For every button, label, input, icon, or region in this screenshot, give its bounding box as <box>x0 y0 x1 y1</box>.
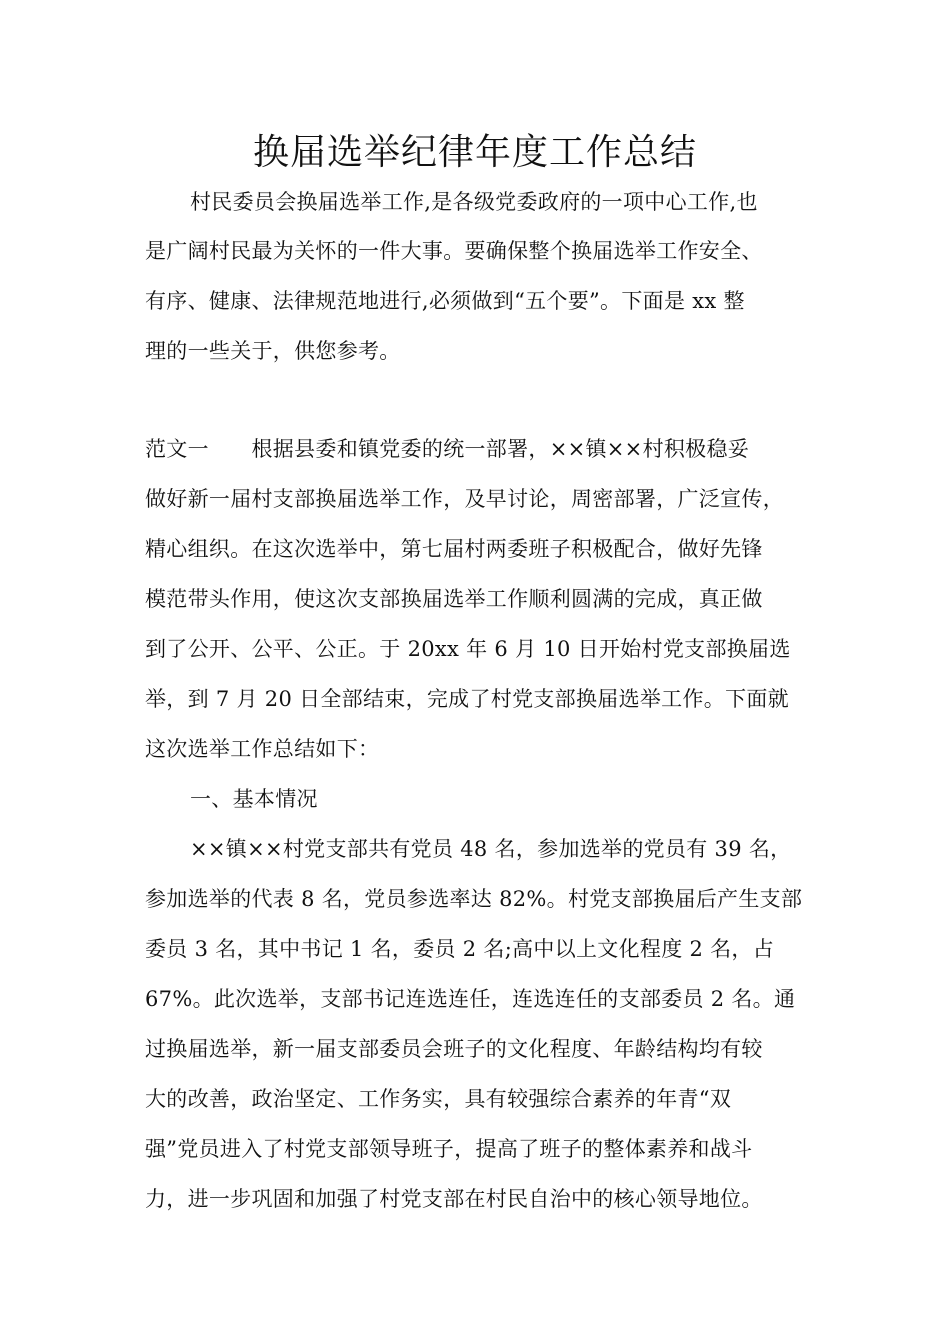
paragraph-line: 模范带头作用，使这次支部换届选举工作顺利圆满的完成，真正做 <box>145 587 763 611</box>
paragraph-line: 参加选举的代表 8 名，党员参选率达 82%。村党支部换届后产生支部 <box>145 887 803 911</box>
paragraph-line: 有序、健康、法律规范地进行,必须做到“五个要”。下面是 xx 整 <box>145 289 745 313</box>
paragraph-line: 到了公开、公平、公正。于 20xx 年 6 月 10 日开始村党支部换届选 <box>145 637 791 661</box>
paragraph-line: 过换届选举，新一届支部委员会班子的文化程度、年龄结构均有较 <box>145 1037 763 1061</box>
paragraph-line: 是广阔村民最为关怀的一件大事。要确保整个换届选举工作安全、 <box>145 239 763 263</box>
paragraph-line: 力，进一步巩固和加强了村党支部在村民自治中的核心领导地位。 <box>145 1187 763 1211</box>
paragraph-line: 67%。此次选举，支部书记连选连任，连选连任的支部委员 2 名。通 <box>145 987 796 1011</box>
paragraph-line: 大的改善，政治坚定、工作务实，具有较强综合素养的年青“双 <box>145 1087 732 1111</box>
paragraph-line: 这次选举工作总结如下： <box>145 737 380 761</box>
paragraph-line: 范文一 根据县委和镇党委的统一部署，××镇××村积极稳妥 <box>145 437 750 461</box>
paragraph-line: 精心组织。在这次选举中，第七届村两委班子积极配合，做好先锋 <box>145 537 763 561</box>
paragraph-line: 举，到 7 月 20 日全部结束，完成了村党支部换届选举工作。下面就 <box>145 687 789 711</box>
paragraph-line: 理的一些关于，供您参考。 <box>145 339 401 363</box>
section-heading: 一、基本情况 <box>190 787 318 811</box>
paragraph-line: 做好新一届村支部换届选举工作，及早讨论，周密部署，广泛宣传， <box>145 487 784 511</box>
paragraph-line: 强”党员进入了村党支部领导班子，提高了班子的整体素养和战斗 <box>145 1137 753 1161</box>
document-title: 换届选举纪律年度工作总结 <box>252 132 697 173</box>
paragraph-line: 村民委员会换届选举工作,是各级党委政府的一项中心工作,也 <box>190 190 758 214</box>
paragraph-line: ××镇××村党支部共有党员 48 名，参加选举的党员有 39 名， <box>190 837 792 861</box>
paragraph-line: 委员 3 名，其中书记 1 名，委员 2 名;高中以上文化程度 2 名，占 <box>145 937 775 961</box>
